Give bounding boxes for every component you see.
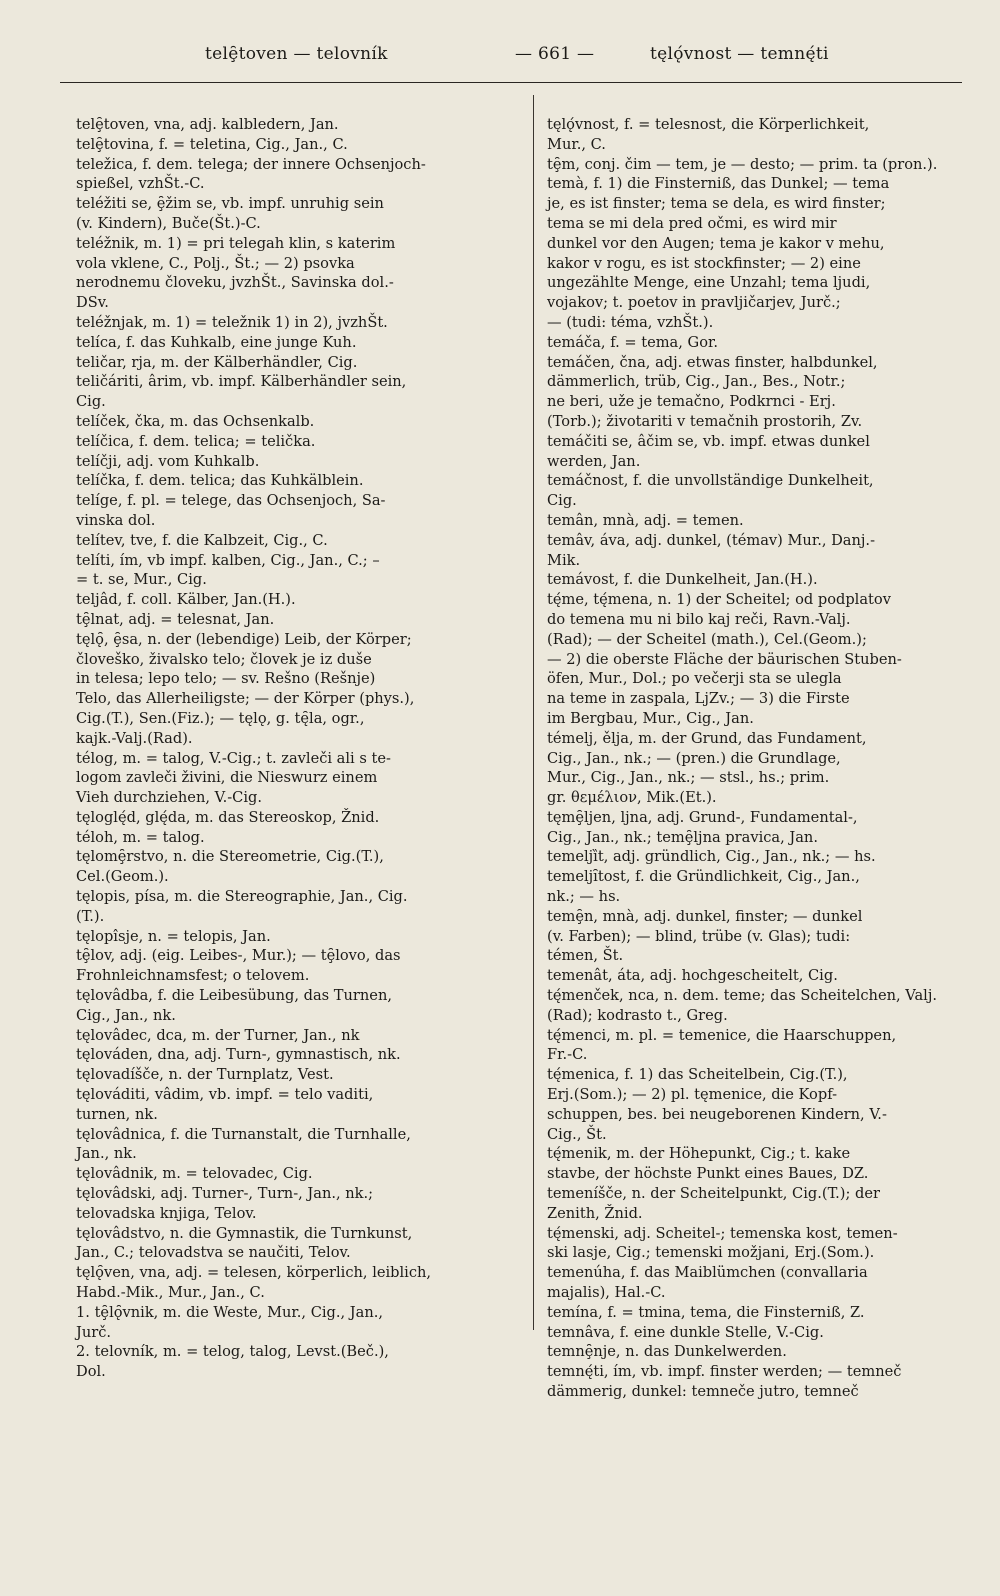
dictionary-line: tęlováditi, vâdim, vb. impf. = telo vaditi, [76,1086,374,1104]
dictionary-line: dunkel vor den Augen; tema je kakor v mehu, [547,234,885,252]
dictionary-line: Cig. [76,393,106,411]
dictionary-line: 2. telovník, m. = telog, talog, Levst.(Beč.), [76,1343,389,1361]
dictionary-line: — 2) die oberste Fläche der bäurischen Stuben- [547,650,902,668]
dictionary-line: nerodnemu človeku, jvzhŠt., Savinska dol.- [76,274,394,292]
dictionary-line: turnen, nk. [76,1105,158,1123]
dictionary-line: temenât, áta, adj. hochgescheitelt, Cig. [547,967,838,985]
dictionary-line: témen, Št. [547,947,624,965]
dictionary-line: Mik. [547,551,581,569]
dictionary-line: tȩ̑lnat, adj. = telesnat, Jan. [76,610,275,628]
dictionary-line: Cel.(Geom.). [76,868,169,886]
dictionary-line: tęlovâdnica, f. die Turnanstalt, die Turnhalle, [76,1125,411,1143]
dictionary-line: 1. tȩ̑lǫ̑vnik, m. die Weste, Mur., Cig., Jan., [76,1303,384,1321]
dictionary-line: telȩ̑toven, vna, adj. kalbledern, Jan. [76,116,339,133]
dictionary-line: temnȩ̑nje, n. das Dunkelwerden. [547,1343,787,1361]
dictionary-line: temáčnost, f. die unvollständige Dunkelheit, [547,472,874,490]
dictionary-line: Mur., Cig., Jan., nk.; — stsl., hs.; prim. [547,769,830,787]
dictionary-line: telíčica, f. dem. telica; = telička. [76,432,316,450]
dictionary-line: Cig.(T.), Sen.(Fiz.); — tęlǫ, g. tę̑la, ogr., [76,709,365,727]
dictionary-line: ski lasje, Cig.; temenski možjani, Erj.(Som.). [547,1244,875,1262]
dictionary-line: temáčiti se, âčim se, vb. impf. etwas dunkel [547,432,870,450]
dictionary-line: Zenith, Žnid. [547,1204,643,1222]
dictionary-line: temeljȉt, adj. gründlich, Cig., Jan., nk.; — hs. [547,848,876,866]
dictionary-line: temína, f. = tmina, tema, die Finsterniß, Z. [547,1303,865,1321]
dictionary-line: temnâva, f. eine dunkle Stelle, V.-Cig. [547,1323,824,1341]
dictionary-line: Dol. [76,1363,106,1381]
dictionary-line: temávost, f. die Dunkelheit, Jan.(H.). [547,571,818,589]
dictionary-line: Cig., Jan., nk. [76,1006,176,1024]
dictionary-line: Cig. [547,492,577,510]
dictionary-line: tęlovâdba, f. die Leibesübung, das Turnen, [76,987,392,1005]
dictionary-line: nk.; — hs. [547,888,621,906]
dictionary-line: teličar, rja, m. der Kälberhändler, Cig. [76,353,358,371]
dictionary-line: dämmerig, dunkel: temneče jutro, temneč [547,1383,859,1400]
dictionary-line: telíčka, f. dem. telica; das Kuhkälblein. [76,472,364,490]
dictionary-line: spießel, vzhŠt.-C. [76,175,205,193]
dictionary-line: tę́menik, m. der Höhepunkt, Cig.; t. kake [547,1145,851,1163]
dictionary-line: télog, m. = talog, V.-Cig.; t. zavleči ali s te- [76,749,391,767]
dictionary-line: tęlopis, písa, m. die Stereographie, Jan., Cig. [76,888,408,906]
dictionary-line: ungezählte Menge, eine Unzahl; tema ljudi, [547,274,871,292]
dictionary-line: werden, Jan. [547,452,641,470]
dictionary-line: tęlopîsje, n. = telopis, Jan. [76,927,271,945]
dictionary-line: telíti, ím, vb impf. kalben, Cig., Jan., C.; – [76,551,380,569]
dictionary-line: tęlovadíšče, n. der Turnplatz, Vest. [76,1066,334,1084]
dictionary-line: Fr.-C. [547,1046,588,1064]
running-head [60,44,960,74]
dictionary-line: temnę́ti, ím, vb. impf. finster werden; — temneč [547,1363,902,1381]
dictionary-line: stavbe, der höchste Punkt eines Baues, DZ. [547,1165,869,1183]
dictionary-line: Jan., nk. [76,1145,137,1163]
dictionary-line: Cig., Jan., nk.; temȩ̑ljna pravica, Jan. [547,828,818,846]
dictionary-line: Telo, das Allerheiligste; — der Körper (phys.), [76,690,415,708]
dictionary-line: tȩ̑m, conj. čim — tem, je — desto; — prim. ta (pron.). [547,155,938,173]
dictionary-line: tęmȩ̑ljen, ljna, adj. Grund-, Fundamental-, [547,808,858,826]
dictionary-line: temáčen, čna, adj. etwas finster, halbdunkel, [547,353,878,371]
dictionary-line: schuppen, bes. bei neugeborenen Kindern, V.- [547,1105,887,1123]
dictionary-line: témelj, ělja, m. der Grund, das Fundament, [547,729,867,747]
dictionary-line: temeljȋtost, f. die Gründlichkeit, Cig., Jan., [547,868,860,886]
dictionary-line: teljâd, f. coll. Kälber, Jan.(H.). [76,591,296,609]
dictionary-line: teléžnjak, m. 1) = teležnik 1) in 2), jvzhŠt. [76,313,388,331]
dictionary-line: (T.). [76,907,105,925]
dictionary-line: teléžiti se, ȩ̑žim se, vb. impf. unruhig sein [76,195,384,213]
dictionary-line: (Rad); — der Scheitel (math.), Cel.(Geom.); [547,630,867,648]
dictionary-line: vojakov; t. poetov in pravljičarjev, Jurč.; [547,294,841,312]
dictionary-line: Mur., C. [547,135,606,153]
dictionary-line: telíčji, adj. vom Kuhkalb. [76,452,260,470]
dictionary-line: gr. θεμέλιον, Mik.(Et.). [547,789,717,807]
dictionary-line: telíček, čka, m. das Ochsenkalb. [76,412,315,430]
dictionary-line: Habd.-Mik., Mur., Jan., C. [76,1284,265,1302]
dictionary-line: Jan., C.; telovadstva se naučiti, Telov. [76,1244,351,1262]
dictionary-line: (Torb.); životariti v temačnih prostorih, Zv. [547,412,863,430]
dictionary-line: temân, mnà, adj. = temen. [547,511,744,529]
dictionary-line: dämmerlich, trüb, Cig., Jan., Bes., Notr.; [547,373,846,391]
dictionary-line: teležica, f. dem. telega; der innere Ochsenjoch- [76,155,426,173]
dictionary-line: tema se mi dela pred očmi, es wird mir [547,214,837,232]
dictionary-line: — (tudi: téma, vzhŠt.). [547,313,714,331]
header-rule [60,82,962,83]
dictionary-line: je, es ist finster; tema se dela, es wird finster; [547,195,886,213]
dictionary-line: tȩ̑lov, adj. (eig. Leibes-, Mur.); — tȩ̑lovo, das [76,947,401,965]
page-number: — 661 — [515,44,595,64]
dictionary-line: temeníšče, n. der Scheitelpunkt, Cig.(T.); der [547,1185,880,1203]
dictionary-line: temà, f. 1) die Finsterniß, das Dunkel; — tema [547,175,890,193]
dictionary-line: tęlǫ̑ven, vna, adj. = telesen, körperlich, leiblich, [76,1264,432,1282]
dictionary-line: vola vklene, C., Polj., Št.; — 2) psovka [76,254,355,272]
dictionary-line: telíge, f. pl. = telege, das Ochsenjoch, Sa- [76,492,386,510]
dictionary-line: človeško, živalsko telo; človek je iz duše [76,650,372,668]
dictionary-line: temáča, f. = tema, Gor. [547,333,718,351]
dictionary-line: tęlovâdski, adj. Turner-, Turn-, Jan., nk.; [76,1185,374,1203]
right-column [547,115,979,1402]
dictionary-line: Cig., Št. [547,1125,607,1143]
dictionary-line: temenúha, f. das Maiblümchen (convallaria [547,1264,868,1282]
dictionary-line: telovadska knjiga, Telov. [76,1204,257,1222]
dictionary-line: (Rad); kodrasto t., Greg. [547,1006,728,1024]
dictionary-line: in telesa; lepo telo; — sv. Rešno (Rešnje) [76,670,376,688]
header-right: tęlǫ́vnost — temnę́ti [650,44,829,64]
dictionary-line: (v. Kindern), Buče(Št.)-C. [76,214,261,232]
dictionary-line: ne beri, uže je temačno, Podkrnci - Erj. [547,393,836,411]
dictionary-line: telȩ̑tovina, f. = teletina, Cig., Jan., C. [76,135,348,153]
column-divider [533,95,534,1330]
dictionary-line: tę́me, tę́mena, n. 1) der Scheitel; od podplatov [547,591,891,609]
dictionary-line: tęlovâdec, dca, m. der Turner, Jan., nk [76,1026,360,1044]
dictionary-line: tę́menček, nca, n. dem. teme; das Scheitelchen, Valj. [547,987,937,1005]
dictionary-line: tęlováden, dna, adj. Turn-, gymnastisch, nk. [76,1046,401,1064]
dictionary-line: (v. Farben); — blind, trübe (v. Glas); tudi: [547,927,851,945]
dictionary-line: telíca, f. das Kuhkalb, eine junge Kuh. [76,333,357,351]
dictionary-line: tęlǫ̑, ȩ̑sa, n. der (lebendige) Leib, der Körper; [76,630,412,648]
dictionary-line: im Bergbau, Mur., Cig., Jan. [547,709,754,727]
dictionary-line: telítev, tve, f. die Kalbzeit, Cig., C. [76,531,328,549]
dictionary-line: tę́menski, adj. Scheitel-; temenska kost, temen- [547,1224,898,1242]
left-column [76,115,516,1382]
dictionary-line: Erj.(Som.); — 2) pl. tęmenice, die Kopf- [547,1086,838,1104]
dictionary-line: öfen, Mur., Dol.; po večerji sta se ulegla [547,670,842,688]
dictionary-line: tę́menci, m. pl. = temenice, die Haarschuppen, [547,1026,897,1044]
dictionary-line: temâv, áva, adj. dunkel, (témav) Mur., Danj.- [547,531,876,549]
dictionary-line: do temena mu ni bilo kaj reči, Ravn.-Valj. [547,610,851,628]
dictionary-line: kajk.-Valj.(Rad). [76,729,193,747]
dictionary-line: teličáriti, ârim, vb. impf. Kälberhändler sein, [76,373,407,391]
dictionary-line: na teme in zaspala, LjZv.; — 3) die Firste [547,690,850,708]
dictionary-line: tęlǫ́vnost, f. = telesnost, die Körperlichkeit, [547,116,870,133]
dictionary-line: temȩ̑n, mnà, adj. dunkel, finster; — dunkel [547,907,863,925]
dictionary-line: tęlovâdnik, m. = telovadec, Cig. [76,1165,313,1183]
dictionary-line: tęlovâdstvo, n. die Gymnastik, die Turnkunst, [76,1224,413,1242]
dictionary-line: teléžnik, m. 1) = pri telegah klin, s katerim [76,234,396,252]
dictionary-line: tę́menica, f. 1) das Scheitelbein, Cig.(T.), [547,1066,848,1084]
dictionary-line: logom zavleči živini, die Nieswurz einem [76,769,378,787]
dictionary-line: tęlomȩ̑rstvo, n. die Stereometrie, Cig.(T.), [76,848,384,866]
dictionary-line: tęloglę́d, glę́da, m. das Stereoskop, Žnid. [76,808,380,826]
dictionary-line: téloh, m. = talog. [76,828,205,846]
header-left: telȩ̑toven — telovník [205,44,388,64]
dictionary-line: Vieh durchziehen, V.-Cig. [76,789,262,807]
dictionary-line: Cig., Jan., nk.; — (pren.) die Grundlage, [547,749,841,767]
dictionary-line: kakor v rogu, es ist stockfinster; — 2) eine [547,254,861,272]
dictionary-line: majalis), Hal.-C. [547,1284,666,1302]
dictionary-line: Jurč. [76,1323,112,1341]
dictionary-line: = t. se, Mur., Cig. [76,571,207,589]
dictionary-line: DSv. [76,294,109,312]
dictionary-line: vinska dol. [76,511,156,529]
dictionary-line: Frohnleichnamsfest; o telovem. [76,967,310,985]
